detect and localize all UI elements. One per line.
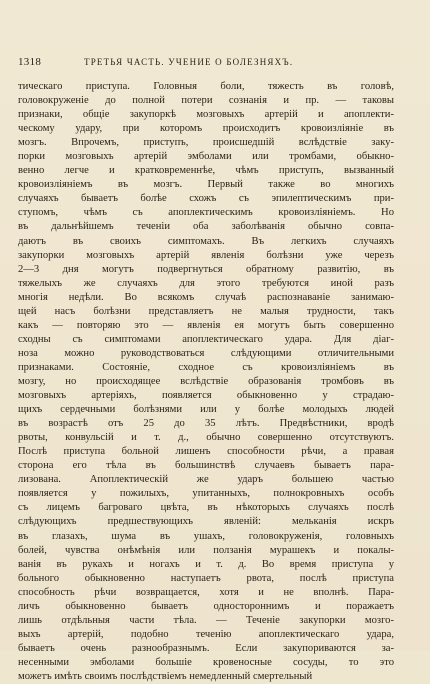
text-line: ванія въ рукахъ и ногахъ и т. д. Во время приступа у bbox=[18, 558, 394, 570]
text-line: личъ обыкновенно бываетъ одностороннимъ и поражаетъ bbox=[18, 600, 394, 612]
text-line: больного обыкновенно наступаетъ рвота, послѣ приступа bbox=[18, 572, 394, 584]
page-header bbox=[18, 56, 398, 70]
text-line: способность рѣчи возвращается, хотя и не вполнѣ. Пара- bbox=[18, 586, 394, 598]
text-line: съ лицемъ багроваго цвѣта, въ нѣкоторыхъ случаяхъ послѣ bbox=[18, 502, 394, 514]
text-line: въ дальнѣйшемъ теченіи оба заболѣванія обычно совпа- bbox=[18, 221, 394, 233]
text-line: 2—3 дня могутъ подвергнуться обратному развитію, въ bbox=[18, 263, 394, 275]
text-line: болей, чувства онѣмѣнія или ползанія мурашекъ и покалы- bbox=[18, 544, 394, 556]
text-line: сходны съ симптомами апоплектическаго удара. Для діаг- bbox=[18, 333, 394, 345]
text-line: лишь отдѣльныя части тѣла. — Теченіе закупорки мозго- bbox=[18, 614, 394, 626]
text-line: ноза можно руководствоваться слѣдующими отличительными bbox=[18, 347, 394, 359]
text-line: слѣдующихъ предшествующихъ явленій: мельканія искръ bbox=[18, 516, 394, 528]
text-line: лизована. Апоплектическій же ударъ большею частью bbox=[18, 474, 394, 486]
text-line: въ глазахъ, шума въ ушахъ, головокруженія, головныхъ bbox=[18, 530, 394, 542]
text-line: сторона его тѣла въ большинствѣ случаевъ бываетъ пара- bbox=[18, 460, 394, 472]
text-line: щей насъ болѣзни представляетъ не малыя трудности, такъ bbox=[18, 305, 394, 317]
text-line: мозговыхъ артеріяхъ, появляется обыкновенно у страдаю- bbox=[18, 390, 394, 402]
text-line: случаяхъ бываетъ болѣе схожъ съ эпилептическимъ при- bbox=[18, 193, 394, 205]
text-line: тяжелыхъ же случаяхъ для этого требуются иной разъ bbox=[18, 277, 394, 289]
body-text bbox=[18, 80, 394, 684]
text-line: головокруженіе до полной потери сознанія и пр. — таковы bbox=[18, 95, 394, 107]
text-line: порки мозговыхъ артерій эмболами или тромбами, обыкно- bbox=[18, 151, 394, 163]
text-line: мозгъ. Впрочемъ, приступъ, происшедшій вслѣдствіе заку- bbox=[18, 137, 394, 149]
text-line: въ возрастѣ отъ 25 до 35 лѣтъ. Предвѣстники, вродѣ bbox=[18, 418, 394, 430]
text-line: венно легче и кратковременнѣе, чѣмъ приступъ, вызванный bbox=[18, 165, 394, 177]
text-line: кровоизліяніемъ въ мозгъ. Первый также во многихъ bbox=[18, 179, 394, 191]
text-line: можетъ имѣть своимъ послѣдствіемъ немедленный смертельный bbox=[18, 670, 313, 682]
text-line: щихъ сердечными болѣзнями или у болѣе молодыхъ людей bbox=[18, 404, 394, 416]
text-line: Послѣ приступа больной лишенъ способности рѣчи, а правая bbox=[18, 446, 394, 458]
text-line: бываетъ очень разнообразнымъ. Если закупориваются за- bbox=[18, 642, 394, 654]
text-line: ческому удару, при которомъ происходитъ кровоизліяніе въ bbox=[18, 123, 394, 135]
text-line: несенными эмболами большіе кровеносные сосуды, то это bbox=[18, 656, 394, 668]
text-line: признаки, общіе закупоркѣ мозговыхъ артерій и апоплекти- bbox=[18, 109, 394, 121]
text-line: тическаго приступа. Головныя боли, тяжесть въ головѣ, bbox=[18, 81, 394, 92]
text-line: многія недѣли. Во всякомъ случаѣ распознаваніе занимаю- bbox=[18, 291, 394, 303]
text-line: какъ — повторяю это — явленія ея могутъ быть совершенно bbox=[18, 319, 394, 331]
text-line: рвоты, конвульсій и т. д., обычно совершенно отсутствуютъ. bbox=[18, 432, 394, 444]
text-line: ступомъ, чѣмъ съ апоплектическимъ кровоизліяніемъ. Но bbox=[18, 207, 394, 219]
text-line: мозгу, но происходящее вслѣдствіе образованія тромбовъ въ bbox=[18, 375, 394, 387]
text-line: закупорки мозговыхъ артерій явленія болѣзни уже черезъ bbox=[18, 249, 394, 261]
text-line: появляется у пожилыхъ, упитанныхъ, полнокровныхъ особъ bbox=[18, 488, 394, 500]
text-line: выхъ артерій, подобно теченію апоплектическаго удара, bbox=[18, 628, 394, 640]
text-line: даютъ въ своихъ симптомахъ. Въ легкихъ случаяхъ bbox=[18, 235, 394, 247]
text-line: признаками. Состояніе, сходное съ кровоизліяніемъ въ bbox=[18, 361, 394, 373]
running-title: ТРЕТЬЯ ЧАСТЬ. УЧЕНИЕ О БОЛЕЗНЯХЪ. bbox=[84, 57, 294, 67]
page-number: 1318 bbox=[18, 56, 42, 68]
